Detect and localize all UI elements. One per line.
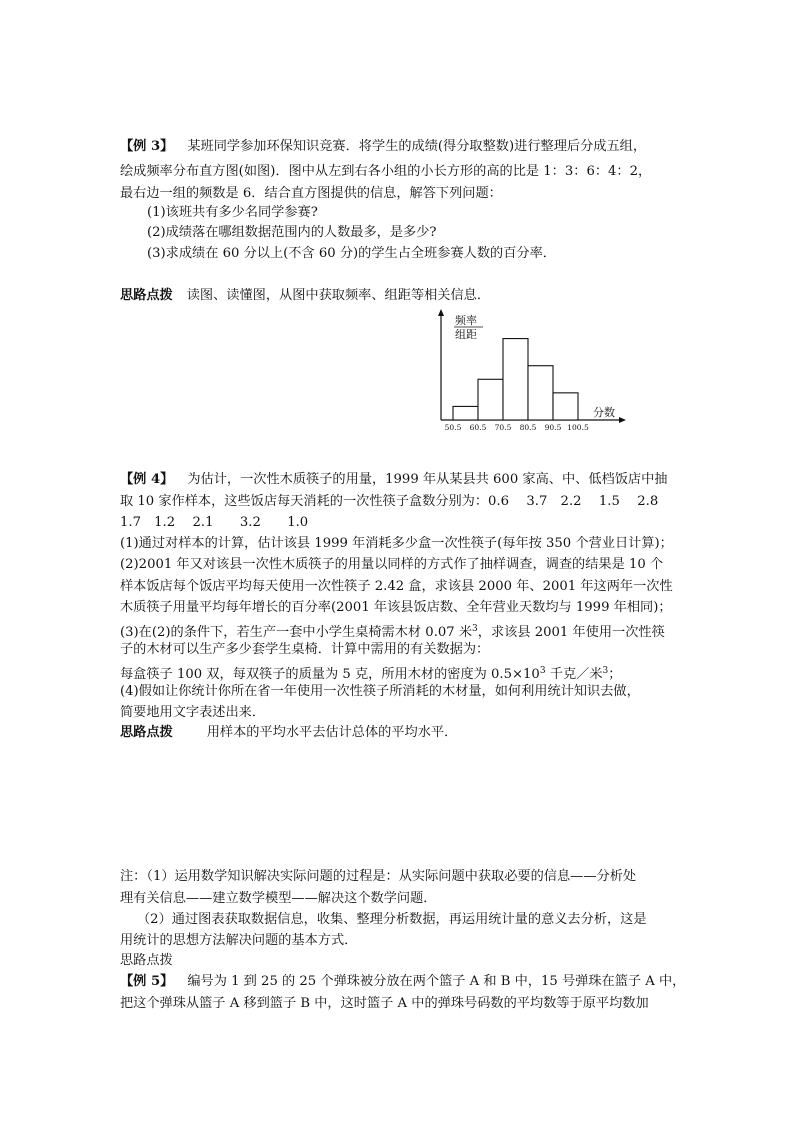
note-1-line-1: 注：（1）运用数学知识解决实际问题的过程是：从实际问题中获取必要的信息——分析处 (120, 869, 637, 884)
p3c-text: 每盒筷子 100 双，每双筷子的质量为 5 克，所用木材的密度为 0.5×10 (120, 667, 540, 682)
example-3-text-1: 某班同学参加环保知识竞赛．将学生的成绩(得分取整数)进行整理后分成五组， (187, 139, 647, 154)
example-3-label: 【例 3】 (120, 139, 174, 154)
example-4-hint-text: 用样本的平均水平去估计总体的平均水平． (206, 725, 458, 740)
histogram-bar-4 (528, 366, 553, 420)
histogram-bar-1 (453, 406, 478, 420)
histogram-bar-3 (503, 339, 528, 420)
p3c-tail: ； (608, 667, 622, 682)
example-4-part-2-line-3: 木质筷子用量平均每年增长的百分率(2001 年该县饭店数、全年营业天数均与 1999 年相同)； (120, 600, 672, 615)
note-hint-label: 思路点拨 (120, 953, 173, 968)
example-3-line-1 (120, 138, 646, 156)
example-4-label: 【例 4】 (120, 472, 174, 487)
example-3-hint-text: 读图、读懂图，从图中获取频率、组距等相关信息． (186, 288, 491, 303)
example-4-hint-label: 思路点拨 (120, 725, 173, 740)
example-3-hint (120, 287, 490, 305)
y-axis-label-top: 频率 (455, 314, 477, 327)
x-axis-label: 分数 (593, 406, 615, 419)
example-4-part-3-line-2: 子的木材可以生产多少套学生桌椅．计算中需用的有关数据为： (120, 642, 490, 657)
p3-text-a: (3)在(2)的条件下，若生产一套中小学生桌椅需木材 0.07 米 (120, 625, 473, 640)
p3c-unit: 千克／米 (545, 667, 603, 682)
x-tick-label: 50.5 (444, 423, 462, 432)
histogram-bars (453, 339, 578, 420)
example-3-question-1: (1)该班共有多少名同学参赛? (147, 205, 318, 220)
example-4-hint (120, 724, 457, 742)
note-1-line-2: 理有关信息——建立数学模型——解决这个数学问题． (120, 891, 437, 906)
histogram-bar-2 (478, 379, 503, 420)
histogram-tick-labels (445, 423, 589, 432)
example-4-line-1 (120, 471, 667, 489)
example-4-line-2: 取 10 家作样本，这些饭店每天消耗的一次性筷子盒数分别为：0.6 3.7 2.2 1.5 2.8 (120, 494, 659, 509)
p3c-superscript-2: 3 (602, 666, 609, 676)
x-axis-arrow (619, 417, 626, 423)
example-4-part-2-line-2: 样本饭店每个饭店平均每天使用一次性筷子 2.42 盒，求该县 2000 年、2001 年这两年一次性 (120, 579, 673, 594)
example-5-line-2: 把这个弹珠从篮子 A 移到篮子 B 中，这时篮子 A 中的弹珠号码数的平均数等于原平均数加 (120, 996, 649, 1011)
example-3-line-3: 最右边一组的频数是 6．结合直方图提供的信息，解答下列问题： (120, 186, 502, 201)
x-tick-label: 90.5 (544, 423, 562, 432)
example-4-part-4-line-1: (4)假如让你统计你所在省一年使用一次性筷子所消耗的木材量，如何利用统计知识去做， (120, 684, 640, 699)
y-axis-label-bottom: 组距 (455, 328, 477, 341)
example-5-text-1: 编号为 1 到 25 的 25 个弹珠被分放在两个篮子 A 和 B 中，15 号弹珠在篮子 A 中， (187, 974, 686, 989)
note-2-line-1: （2）通过图表获取数据信息，收集、整理分析数据，再运用统计量的意义去分析，这是 (137, 912, 647, 927)
x-tick-label: 80.5 (519, 423, 537, 432)
example-5-line-1 (120, 973, 685, 991)
example-4-part-3-line-1 (120, 620, 665, 642)
example-4-text-1: 为估计，一次性木质筷子的用量，1999 年从某县共 600 家高、中、低档饭店中抽 (187, 472, 668, 487)
example-3-line-2: 绘成频率分布直方图(如图)．图中从左到右各小组的小长方形的高的比是 1：3：6：4：2， (120, 164, 652, 179)
example-3-hint-label: 思路点拨 (120, 288, 173, 303)
x-tick-label: 70.5 (494, 423, 512, 432)
example-3-question-2: (2)成绩落在哪组数据范围内的人数最多，是多少? (147, 225, 437, 240)
example-5-label: 【例 5】 (120, 974, 174, 989)
frequency-histogram (425, 308, 635, 436)
p3c-superscript-1: 3 (539, 666, 546, 676)
p3-superscript: 3 (472, 624, 478, 634)
example-4-part-2-line-1: (2)2001 年又对该县一次性木质筷子的用量以同样的方式作了抽样调查，调查的结果是 10 个 (120, 557, 664, 572)
note-2-line-2: 用统计的思想方法解决问题的基本方式． (120, 933, 358, 948)
x-tick-label: 100.5 (567, 423, 589, 432)
example-4-line-3: 1.7 1.2 2.1 3.2 1.0 (120, 515, 309, 530)
x-tick-label: 60.5 (469, 423, 487, 432)
example-4-part-3-line-3 (120, 662, 621, 684)
example-3-question-3: (3)求成绩在 60 分以上(不含 60 分)的学生占全班参赛人数的百分率． (147, 246, 556, 261)
example-4-part-4-line-2: 简要地用文字表述出来． (120, 705, 266, 720)
p3-text-tail: ，求该县 2001 年使用一次性筷 (477, 625, 665, 640)
y-axis-arrow (438, 309, 444, 316)
histogram-bar-5 (553, 393, 578, 420)
example-4-part-1: (1)通过对样本的计算，估计该县 1999 年消耗多少盒一次性筷子(每年按 350 个营业日计算)； (120, 536, 673, 551)
